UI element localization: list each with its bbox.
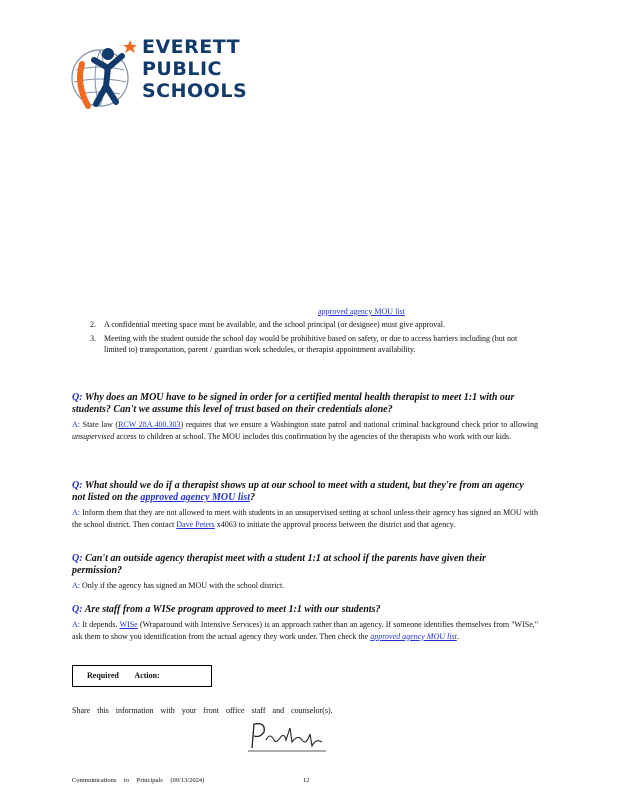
signature-image <box>246 718 328 754</box>
rcw-link[interactable]: RCW 28A.400.303 <box>118 420 181 429</box>
faq-item <box>72 604 538 642</box>
required-action-label: Required Action: <box>87 671 160 680</box>
faq-answer: A: State law (RCW 28A.400.303) requires that we ensure a Washington state patrol and national criminal background check prior to allowing unsupervised access to children at school. The MOU includes this confirmation by the agencies of the therapists who work with our kids. <box>72 420 539 441</box>
faq-answer: A: Only if the agency has signed an MOU with the school district. <box>72 581 285 590</box>
criteria-list <box>90 319 538 355</box>
faq-item <box>72 392 538 442</box>
approved-agency-link-top[interactable]: approved agency MOU list <box>318 307 405 316</box>
faq-answer: A: It depends. WISe (Wraparound with Intensive Services) is an approach rather than an agency. If someone identifies themselves from "WISe," ask them to show you identification from the actual agency they work under. Then check the approved agency MOU list. <box>72 620 539 641</box>
faq-answer: A: Inform them that they are not allowed to meet with students in an unsupervised setting at school unless their agency has signed an MOU with the school district. Then contact Dave Peters x4063 to initiate the approval process between the district and that agency. <box>72 508 539 529</box>
faq-question: Q: Can't an outside agency therapist meet with a student 1:1 at school if the parents have given their permission? <box>72 553 486 576</box>
faq-item <box>72 480 538 530</box>
footer-text: Communications to Principals (09/13/2024) <box>72 777 205 784</box>
wise-link[interactable]: WISe <box>119 620 138 629</box>
faq-question: Q: Why does an MOU have to be signed in order for a certified mental health therapist to meet 1:1 with our students? Can't we assume this level of trust based on their credentials alone? <box>72 392 515 415</box>
share-instruction: Share this information with your front office staff and counselor(s). <box>72 706 333 715</box>
district-logo-icon <box>70 34 140 112</box>
faq-question: Q: What should we do if a therapist shows up at our school to meet with a student, but they're from an agency not listed on the approved agency MOU list? <box>72 480 524 503</box>
faq-item <box>72 553 538 592</box>
list-item: 2. A confidential meeting space must be available, and the school principal (or designee) must give approval. <box>90 320 446 329</box>
district-logo <box>70 34 260 114</box>
dave-peters-link[interactable]: Dave Peters <box>176 519 215 529</box>
district-name: EVERETT PUBLIC SCHOOLS <box>142 36 248 102</box>
faq-question: Q: Are staff from a WISe program approved to meet 1:1 with our students? <box>72 604 381 615</box>
approved-agency-link-bottom[interactable]: approved agency MOU list <box>370 631 457 641</box>
approved-agency-link[interactable]: approved agency MOU list <box>140 492 251 503</box>
required-action-box <box>72 665 212 687</box>
page-number: 12 <box>303 777 310 784</box>
list-item: 3. Meeting with the student outside the school day would be prohibitive based on safety, or due to access barriers including (but not limited to) transportation, parent / guardian work schedules, or therapist appointment availability. <box>90 334 518 354</box>
